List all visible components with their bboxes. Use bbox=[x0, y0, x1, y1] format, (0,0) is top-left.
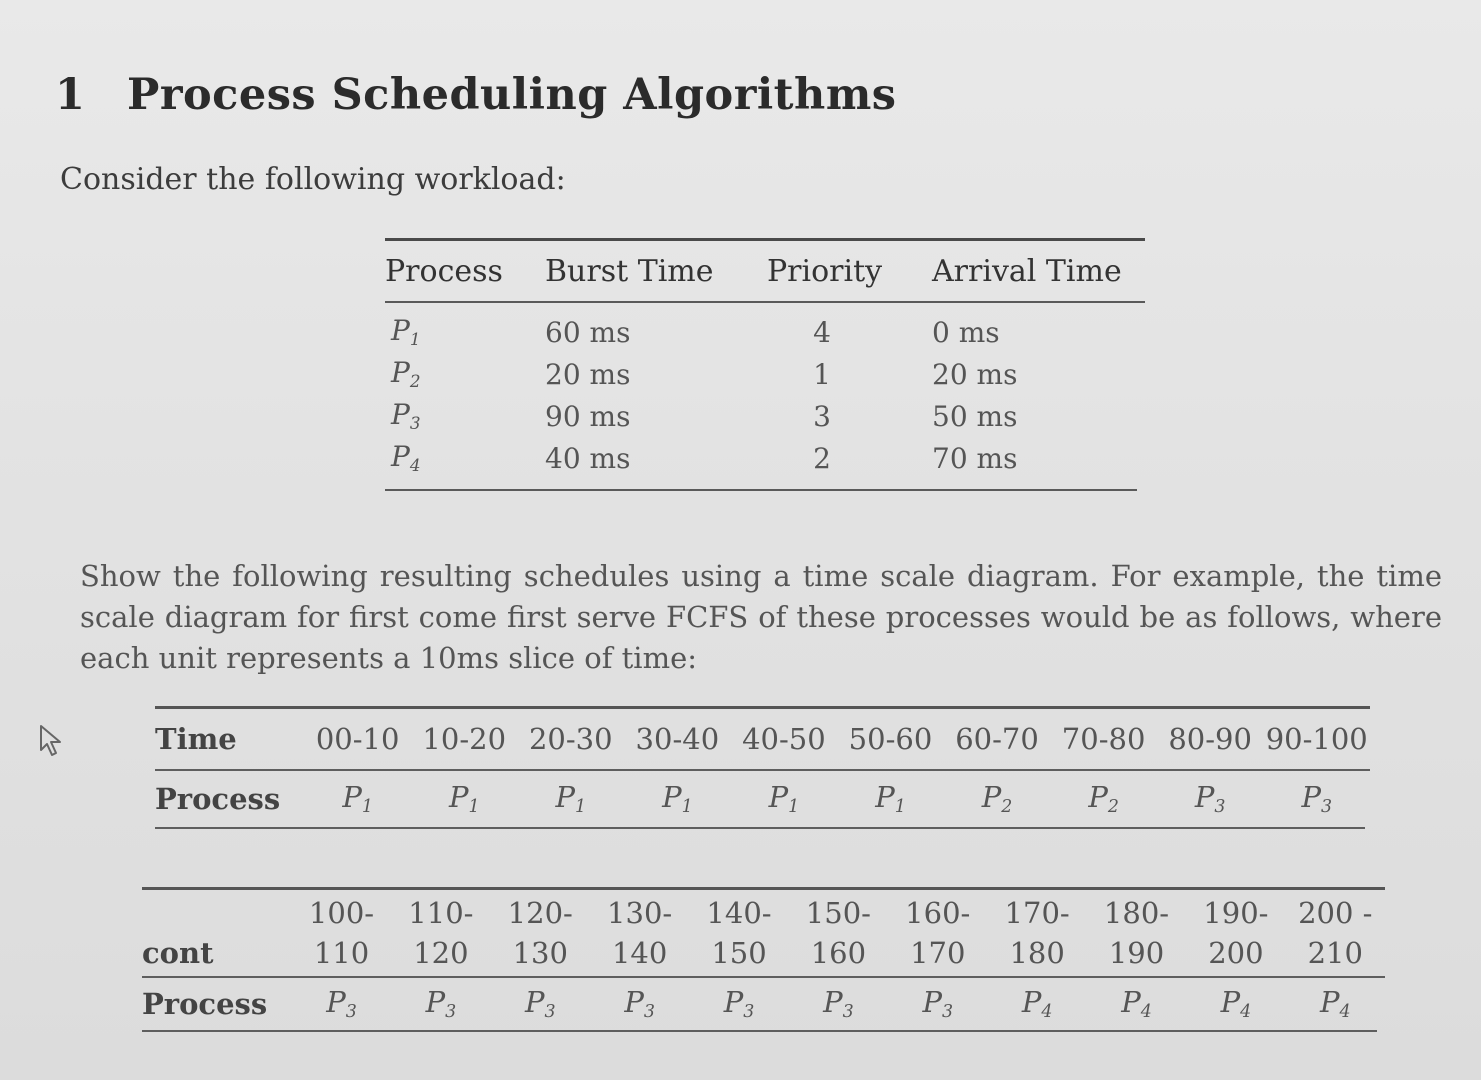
time-slot-end: 210 bbox=[1307, 936, 1363, 970]
process-subscript: 3 bbox=[409, 413, 421, 434]
process-subscript: 1 bbox=[894, 797, 906, 818]
process-letter: P bbox=[1301, 780, 1321, 815]
timeline2-time-row bbox=[142, 890, 1385, 976]
time-slot-start: 110- bbox=[408, 896, 474, 930]
process-letter: P bbox=[662, 780, 682, 815]
process-subscript: 4 bbox=[1140, 1002, 1152, 1023]
time-slot-start: 160- bbox=[905, 896, 971, 930]
time-slot-start: 130- bbox=[607, 896, 673, 930]
process-letter: P bbox=[1319, 985, 1340, 1020]
process-subscript: 3 bbox=[544, 1002, 556, 1023]
time-slot-start: 180- bbox=[1103, 896, 1170, 930]
process-cell bbox=[385, 356, 545, 391]
process-subscript: 1 bbox=[575, 797, 587, 818]
timeline2-bottom-rule bbox=[142, 1030, 1377, 1032]
instruction-paragraph: Show the following resulting schedules using a time scale diagram. For example, the time scale diagram for first come first serve FCFS of these processes would be as follows, where each unit represents a 10ms slice of time: bbox=[80, 559, 1442, 675]
process-letter: P bbox=[1121, 985, 1141, 1020]
process-slot bbox=[590, 985, 689, 1022]
table-header-row bbox=[385, 241, 1145, 301]
time-label: Time bbox=[155, 722, 237, 756]
time-slot bbox=[1186, 893, 1285, 973]
cont-label: cont bbox=[142, 936, 214, 970]
time-slot bbox=[689, 893, 788, 973]
time-slot: 30-40 bbox=[635, 722, 720, 756]
process-slot bbox=[944, 780, 1051, 817]
process-letter: P bbox=[391, 356, 410, 390]
process-subscript: 4 bbox=[1041, 1002, 1053, 1023]
time-slot bbox=[491, 893, 590, 973]
process-letter: P bbox=[768, 780, 789, 815]
time-slot: 60-70 bbox=[955, 722, 1039, 756]
time-slot: 10-20 bbox=[422, 722, 507, 756]
process-letter: P bbox=[875, 780, 895, 815]
time-slot bbox=[987, 893, 1086, 973]
process-slot bbox=[689, 985, 788, 1022]
burst-cell: 40 ms bbox=[545, 441, 631, 475]
time-slot bbox=[888, 893, 987, 973]
time-slot: 80-90 bbox=[1168, 722, 1252, 756]
time-slot bbox=[789, 893, 888, 973]
time-slot-start: 100- bbox=[308, 896, 375, 930]
table-row bbox=[385, 311, 1145, 353]
process-letter: P bbox=[624, 985, 644, 1020]
time-slot-start: 190- bbox=[1203, 896, 1269, 930]
priority-cell: 4 bbox=[813, 315, 831, 349]
process-slot bbox=[1087, 985, 1186, 1022]
process-letter: P bbox=[391, 398, 410, 432]
timeline-process-row bbox=[155, 771, 1370, 827]
arrival-cell: 20 ms bbox=[932, 357, 1018, 391]
process-slot bbox=[518, 780, 625, 817]
process-subscript: 4 bbox=[409, 455, 421, 476]
time-slot-end: 130 bbox=[512, 936, 568, 970]
time-slot-start: 120- bbox=[507, 896, 573, 930]
process-slot bbox=[731, 780, 838, 817]
process-letter: P bbox=[922, 985, 942, 1020]
time-slot-start: 200 - bbox=[1298, 896, 1373, 930]
process-subscript: 3 bbox=[445, 1002, 457, 1023]
process-subscript: 1 bbox=[409, 329, 421, 350]
process-cell bbox=[385, 314, 545, 349]
priority-cell: 1 bbox=[813, 357, 831, 391]
burst-cell: 90 ms bbox=[545, 399, 631, 433]
time-slot-end: 110 bbox=[313, 936, 370, 970]
process-subscript: 1 bbox=[361, 797, 373, 818]
time-slot-start: 170- bbox=[1004, 896, 1070, 930]
process-label-2: Process bbox=[142, 987, 268, 1021]
table-row bbox=[385, 395, 1145, 437]
process-letter: P bbox=[723, 985, 744, 1020]
process-subscript: 3 bbox=[743, 1002, 755, 1023]
process-letter: P bbox=[1088, 780, 1108, 815]
table-row bbox=[385, 437, 1145, 479]
process-slot bbox=[411, 780, 518, 817]
table-bottom-rule bbox=[385, 489, 1137, 491]
workload-table bbox=[385, 238, 1145, 491]
process-letter: P bbox=[391, 440, 410, 474]
time-slot bbox=[292, 893, 391, 973]
time-slot-end: 160 bbox=[810, 936, 867, 970]
process-subscript: 4 bbox=[1339, 1002, 1351, 1023]
header-burst-time: Burst Time bbox=[545, 253, 714, 289]
process-subscript: 1 bbox=[788, 797, 800, 818]
process-letter: P bbox=[425, 985, 446, 1020]
process-slot bbox=[1263, 780, 1370, 817]
process-cell bbox=[385, 440, 545, 475]
arrival-cell: 0 ms bbox=[932, 315, 1000, 349]
time-slot-end: 190 bbox=[1108, 936, 1165, 970]
process-slot bbox=[304, 780, 411, 817]
process-subscript: 2 bbox=[1001, 797, 1013, 818]
process-letter: P bbox=[1021, 985, 1042, 1020]
process-subscript: 2 bbox=[1107, 797, 1119, 818]
time-slot: 20-30 bbox=[528, 722, 613, 756]
time-slot bbox=[1087, 893, 1186, 973]
process-subscript: 3 bbox=[842, 1002, 854, 1023]
process-letter: P bbox=[342, 780, 362, 815]
mouse-cursor-icon bbox=[38, 724, 68, 758]
time-slot bbox=[1286, 893, 1385, 973]
process-slot bbox=[624, 780, 731, 817]
table-body bbox=[385, 303, 1145, 489]
arrival-cell: 50 ms bbox=[932, 399, 1018, 433]
arrival-cell: 70 ms bbox=[932, 441, 1018, 475]
process-letter: P bbox=[326, 985, 346, 1020]
priority-cell: 2 bbox=[813, 441, 831, 475]
burst-cell: 20 ms bbox=[545, 357, 631, 391]
process-subscript: 3 bbox=[643, 1002, 655, 1023]
process-subscript: 2 bbox=[409, 371, 421, 392]
process-subscript: 3 bbox=[1214, 797, 1226, 818]
process-subscript: 4 bbox=[1240, 1002, 1252, 1023]
header-process: Process bbox=[385, 253, 503, 289]
time-slot-start: 140- bbox=[706, 896, 772, 930]
section-title: Process Scheduling Algorithms bbox=[127, 70, 897, 120]
time-slot-end: 200 bbox=[1208, 936, 1264, 970]
process-letter: P bbox=[823, 985, 843, 1020]
process-subscript: 1 bbox=[468, 797, 480, 818]
time-slot-end: 170 bbox=[910, 936, 966, 970]
process-letter: P bbox=[1194, 780, 1215, 815]
section-heading bbox=[55, 70, 897, 120]
fcfs-timeline-continued-table bbox=[142, 887, 1385, 1032]
header-arrival-time: Arrival Time bbox=[932, 253, 1122, 289]
priority-cell: 3 bbox=[813, 399, 831, 433]
process-slot bbox=[391, 985, 490, 1022]
process-slot bbox=[888, 985, 987, 1022]
process-label: Process bbox=[155, 782, 281, 816]
time-slot: 50-60 bbox=[848, 722, 933, 756]
fcfs-timeline-table bbox=[155, 706, 1370, 829]
time-slot bbox=[391, 893, 490, 973]
timeline2-process-row bbox=[142, 978, 1385, 1030]
timeline-time-row bbox=[155, 709, 1370, 769]
timeline-bottom-rule bbox=[155, 827, 1365, 829]
process-letter: P bbox=[391, 314, 410, 348]
time-slot-end: 180 bbox=[1009, 936, 1065, 970]
process-letter: P bbox=[1220, 985, 1241, 1020]
process-slot bbox=[837, 780, 944, 817]
process-slot bbox=[987, 985, 1086, 1022]
process-letter: P bbox=[981, 780, 1002, 815]
process-slot bbox=[1050, 780, 1157, 817]
process-letter: P bbox=[524, 985, 545, 1020]
intro-text: Consider the following workload: bbox=[60, 162, 566, 197]
time-slot-start: 150- bbox=[805, 896, 871, 930]
table-row bbox=[385, 353, 1145, 395]
process-letter: P bbox=[448, 780, 469, 815]
process-slot bbox=[1157, 780, 1264, 817]
process-subscript: 3 bbox=[345, 1002, 357, 1023]
time-slot: 70-80 bbox=[1061, 722, 1146, 756]
time-slot-end: 120 bbox=[413, 936, 469, 970]
process-slot bbox=[1186, 985, 1285, 1022]
process-subscript: 1 bbox=[681, 797, 693, 818]
process-subscript: 3 bbox=[1320, 797, 1333, 818]
process-cell bbox=[385, 398, 545, 433]
process-slot bbox=[1286, 985, 1385, 1022]
header-priority: Priority bbox=[767, 253, 883, 289]
time-slot-end: 140 bbox=[611, 936, 668, 970]
process-letter: P bbox=[555, 780, 576, 815]
section-number: 1 bbox=[55, 70, 86, 120]
time-slot: 00-10 bbox=[315, 722, 400, 756]
process-subscript: 3 bbox=[941, 1002, 954, 1023]
time-slot-end: 150 bbox=[711, 936, 767, 970]
time-slot: 90-100 bbox=[1265, 722, 1368, 756]
process-slot bbox=[789, 985, 888, 1022]
burst-cell: 60 ms bbox=[545, 315, 631, 349]
time-slot: 40-50 bbox=[742, 722, 826, 756]
process-slot bbox=[491, 985, 590, 1022]
process-slot bbox=[292, 985, 391, 1022]
time-slot bbox=[590, 893, 689, 973]
